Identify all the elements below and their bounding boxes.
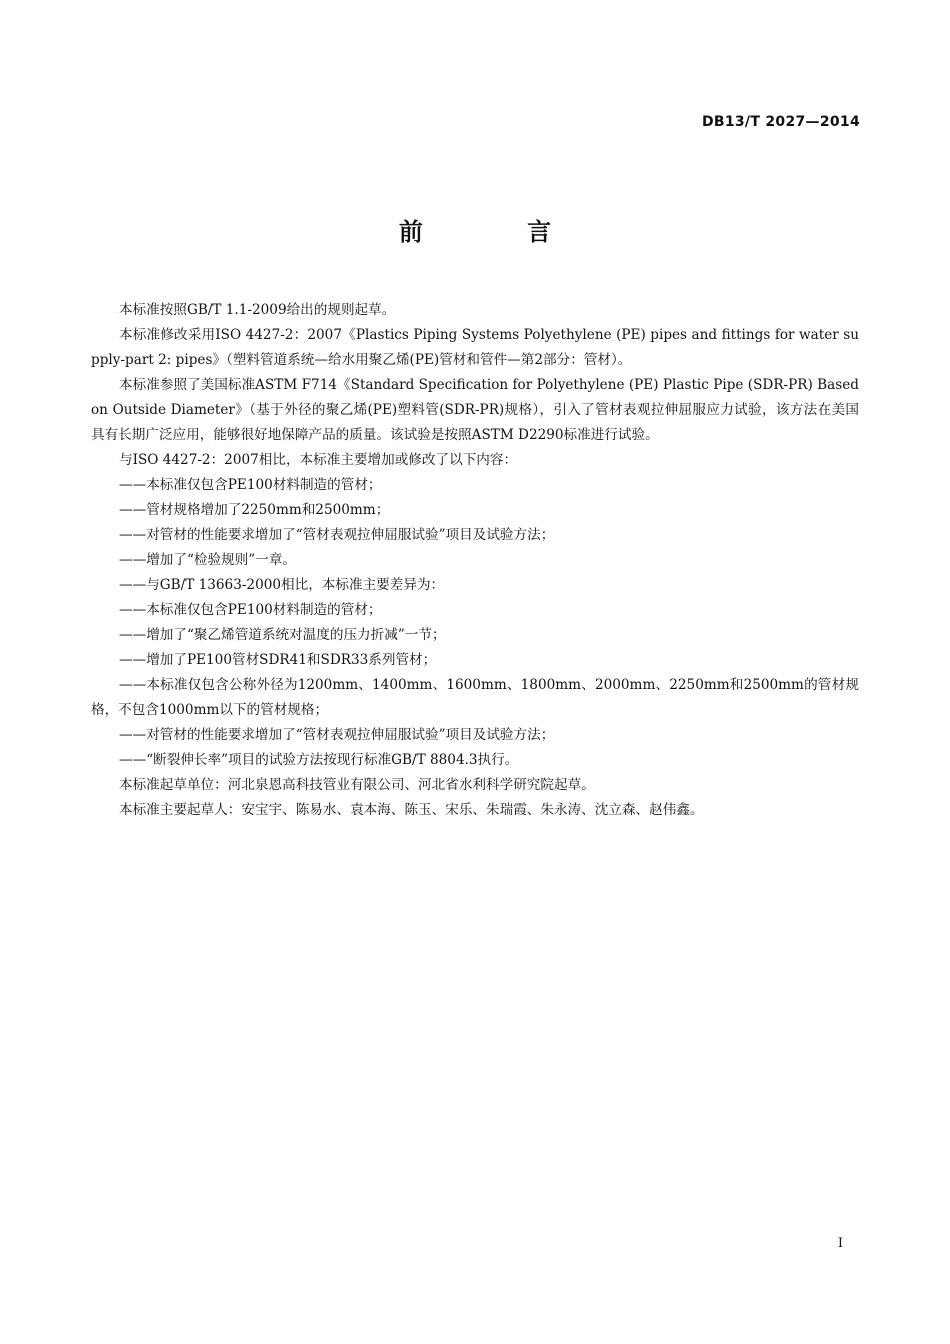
paragraph-drafting-rules: 本标准按照GB/T 1.1-2009给出的规则起草。 <box>119 302 396 318</box>
foreword-body <box>91 298 859 823</box>
paragraph-iso-changes-intro: 与ISO 4427-2：2007相比，本标准主要增加或修改了以下内容： <box>119 452 518 468</box>
list-item: ——增加了“检验规则”一章。 <box>119 552 297 568</box>
paragraph-astm-reference: 本标准参照了美国标准ASTM F714《Standard Specification for Polyethylene (PE) Plastic Pipe (SDR-PR) Based on Outside Diameter》（基于外径的聚乙烯(PE)塑料管(SDR-PR)规格），引入了管材表观拉伸屈服应力试验，该方法在美国具有长期广泛应用，能够很好地保障产品的质量。该试验是按照ASTM D2290标准进行试验。 <box>91 377 859 443</box>
page-title: 前 言 <box>398 218 600 246</box>
list-item: ——本标准仅包含PE100材料制造的管材； <box>119 602 382 618</box>
list-item: ——与GB/T 13663-2000相比，本标准主要差异为： <box>119 577 445 593</box>
list-item: ——本标准仅包含PE100材料制造的管材； <box>119 477 382 493</box>
list-item: ——对管材的性能要求增加了“管材表观拉伸屈服试验”项目及试验方法； <box>119 727 555 743</box>
list-item: ——管材规格增加了2250mm和2500mm； <box>119 502 390 518</box>
list-item: ——对管材的性能要求增加了“管材表观拉伸屈服试验”项目及试验方法； <box>119 527 555 543</box>
list-item: ——增加了PE100管材SDR41和SDR33系列管材； <box>119 652 437 668</box>
list-item: ——增加了“聚乙烯管道系统对温度的压力折减”一节； <box>119 627 446 643</box>
paragraph-iso-adoption: 本标准修改采用ISO 4427-2：2007《Plastics Piping Systems Polyethylene (PE) pipes and fittings for water supply-part 2: pipes》（塑料管道系统—给水用聚乙烯(PE)管材和管件—第2部分：管材）。 <box>91 327 859 368</box>
paragraph-drafting-units: 本标准起草单位：河北泉恩高科技管业有限公司、河北省水利科学研究院起草。 <box>119 777 595 793</box>
page-number: I <box>837 1236 843 1251</box>
standard-code: DB13/T 2027—2014 <box>701 114 860 130</box>
list-item: ——“断裂伸长率”项目的试验方法按现行标准GB/T 8804.3执行。 <box>119 752 519 768</box>
list-item: ——本标准仅包含公称外径为1200mm、1400mm、1600mm、1800mm、2000mm、2250mm和2500mm的管材规格，不包含1000mm以下的管材规格； <box>91 677 859 718</box>
paragraph-drafters: 本标准主要起草人：安宝宇、陈易水、袁本海、陈玉、宋乐、朱瑞霞、朱永涛、沈立森、赵伟鑫。 <box>119 802 704 818</box>
